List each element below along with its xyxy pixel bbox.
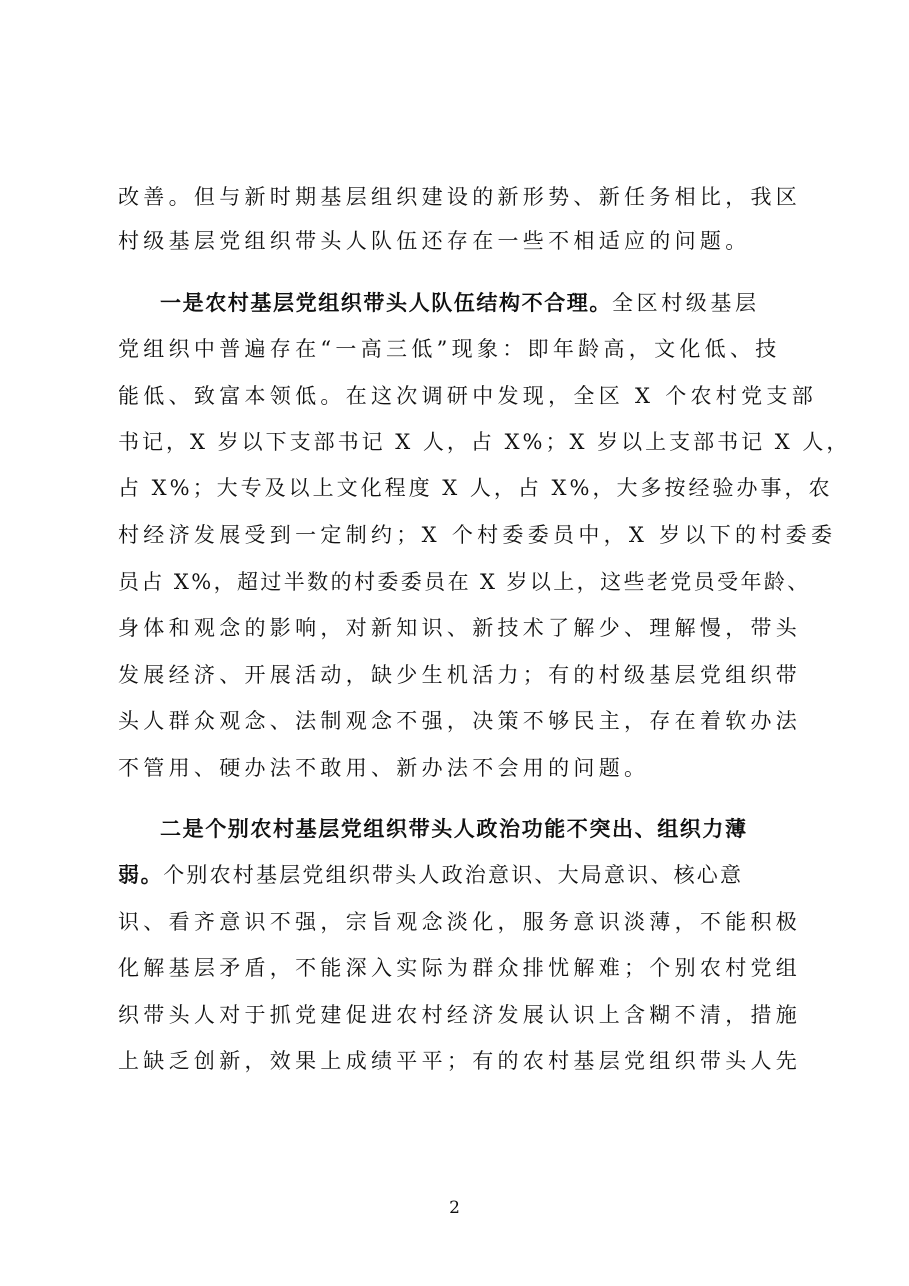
paragraph-2-line-11: 不管用、硬办法不敢用、新办法不会用的问题。 (118, 756, 650, 780)
paragraph-2-line-6: 村经济发展受到一定制约；X 个村委委员中，X 岁以下的村委委 (118, 523, 837, 547)
paragraph-2-line-9: 发展经济、开展活动，缺少生机活力；有的村级基层党组织带 (118, 663, 802, 687)
paragraph-3-line-4: 化解基层矛盾，不能深入实际为群众排忧解难；个别农村党组 (118, 956, 802, 980)
paragraph-2-line-7: 员占 X%，超过半数的村委委员在 X 岁以上，这些老党员受年龄、 (118, 570, 811, 594)
paragraph-2-line-8: 身体和观念的影响，对新知识、新技术了解少、理解慢，带头 (118, 616, 802, 640)
paragraph-2-line-3: 能低、致富本领低。在这次调研中发现，全区 X 个农村党支部 (118, 384, 817, 408)
paragraph-3-line-2 (118, 855, 798, 895)
paragraph-2-heading: 一是农村基层党组织带头人队伍结构不合理。 (160, 290, 612, 315)
paragraph-2-line-1 (160, 283, 800, 323)
paragraph-2-line-4: 书记，X 岁以下支部书记 X 人，占 X%；X 岁以上支部书记 X 人， (118, 430, 851, 454)
paragraph-2-first-line-text: 全区村级基层 (612, 291, 760, 315)
paragraph-2-line-5: 占 X%；大专及以上文化程度 X 人，占 X%，大多按经验办事，农 (118, 476, 833, 500)
page-number: 2 (449, 1198, 460, 1218)
paragraph-3-line-5: 织带头人对于抓党建促进农村经济发展认识上含糊不清，措施 (118, 1003, 802, 1027)
paragraph-1-line-1: 改善。但与新时期基层组织建设的新形势、新任务相比，我区 (118, 185, 802, 209)
paragraph-3-second-line-text: 个别农村基层党组织带头人政治意识、大局意识、核心意 (163, 863, 744, 887)
paragraph-3-heading-line-1: 二是个别农村基层党组织带头人政治功能不突出、组织力薄 (160, 816, 748, 841)
paragraph-3-line-6: 上缺乏创新，效果上成绩平平；有的农村基层党组织带头人先 (118, 1049, 802, 1073)
paragraph-3-line-3: 识、看齐意识不强，宗旨观念淡化，服务意识淡薄，不能积极 (118, 910, 802, 934)
paragraph-2-line-2: 党组织中普遍存在“一高三低”现象：即年龄高，文化低、技 (118, 337, 781, 361)
paragraph-3-heading-end: 弱。 (118, 862, 164, 887)
paragraph-1-line-2: 村级基层党组织带头人队伍还存在一些不相适应的问题。 (118, 229, 751, 253)
paragraph-2-line-10: 头人群众观念、法制观念不强，决策不够民主，存在着软办法 (118, 709, 802, 733)
